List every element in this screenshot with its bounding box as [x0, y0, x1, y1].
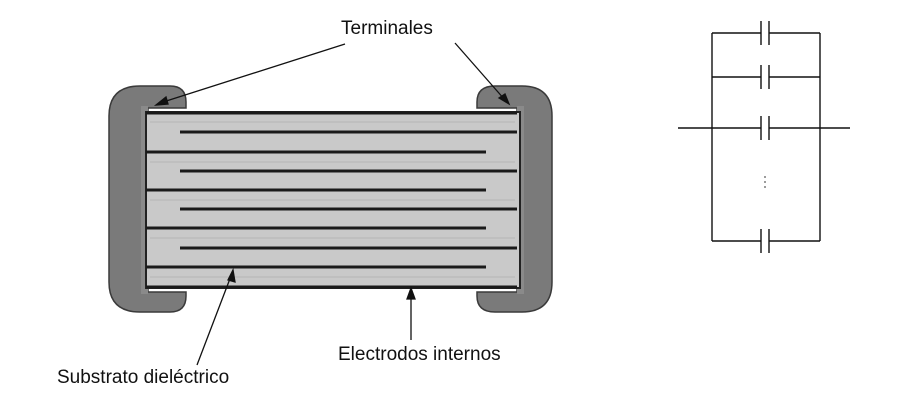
capacitor-cross-section	[109, 43, 552, 365]
substrate-label: Substrato dieléctrico	[57, 367, 230, 388]
terminals-label: Terminales	[341, 18, 433, 39]
ellipsis-dots	[764, 176, 766, 188]
capacitor-symbol	[712, 21, 820, 45]
internal-electrodes-label: Electrodos internos	[338, 344, 501, 365]
capacitor-symbol	[712, 116, 820, 140]
capacitor-symbol	[712, 65, 820, 89]
leader-substrate	[197, 276, 231, 365]
leader-terminal-left	[160, 44, 345, 103]
capacitor-symbol	[712, 229, 820, 253]
equivalent-circuit	[678, 21, 850, 253]
